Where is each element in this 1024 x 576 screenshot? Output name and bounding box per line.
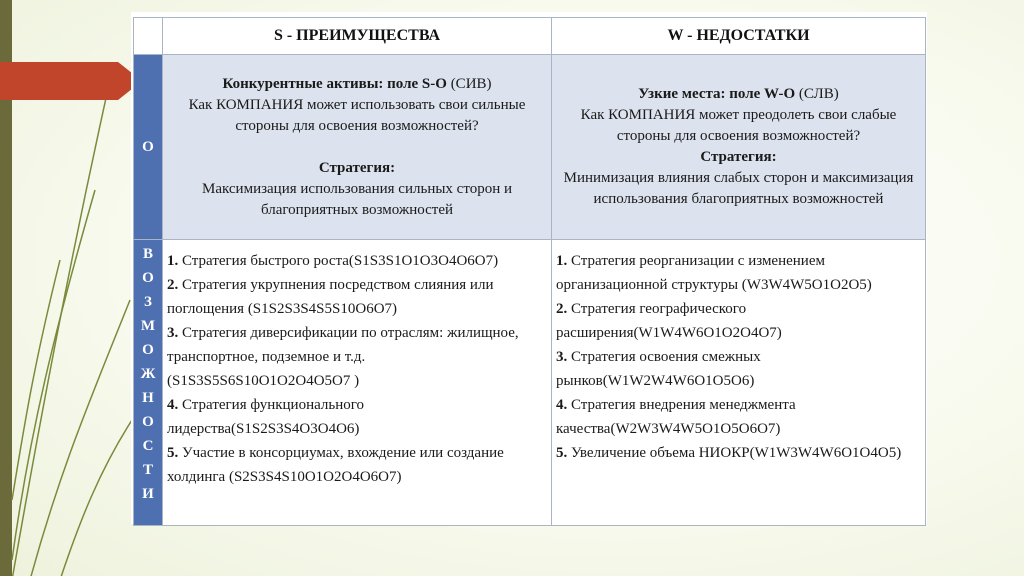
strengths-header: S - ПРЕИМУЩЕСТВА: [163, 18, 552, 55]
swot-matrix-table: [133, 17, 926, 526]
s-strategy-item: [167, 441, 547, 489]
w-strategy-item: [556, 249, 921, 297]
vertical-label-letter: З: [144, 294, 152, 310]
vertical-label-letter: В: [142, 246, 153, 262]
so-question: Как КОМПАНИЯ может использовать свои сильные стороны для освоения возможностей?: [188, 96, 526, 134]
item-text: Участие в консорциумах, вхождение или создание холдинга (S2S3S4S10O1O2O4O6O7): [167, 445, 504, 485]
item-number: 1.: [556, 253, 568, 269]
possibilities-row: [134, 240, 926, 526]
weaknesses-header: W - НЕДОСТАТКИ: [552, 18, 926, 55]
swot-table-container: [131, 12, 927, 524]
item-number: 4.: [556, 397, 568, 413]
vertical-label-letter: М: [140, 318, 156, 334]
w-strategy-item: [556, 345, 921, 393]
wo-question: Как КОМПАНИЯ может преодолеть свои слабые стороны для освоения возможностей?: [580, 107, 897, 144]
vertical-label-letter: О: [142, 414, 154, 430]
so-strategy-label: Стратегия:: [318, 159, 396, 176]
w-strategy-item: [556, 297, 921, 345]
s-strategy-item: [167, 249, 547, 273]
item-text: Стратегия диверсификации по отраслям: жилищное, транспортное, подземное и т.д.(S1S3S5S6S10O1O2O4O5O7 ): [167, 325, 519, 389]
corner-cell: [134, 18, 163, 55]
opportunities-row-label: О: [134, 55, 163, 240]
item-number: 3.: [167, 325, 179, 341]
so-title: Конкурентные активы: поле S-O: [222, 75, 447, 92]
wo-strategy-label: Стратегия:: [700, 149, 777, 165]
item-number: 5.: [167, 445, 179, 461]
vertical-label-letter: О: [142, 342, 154, 358]
s-strategy-item: [167, 393, 547, 441]
item-text: Стратегия реорганизации с изменением организационной структуры (W3W4W5O1O2O5): [556, 253, 872, 293]
item-number: 2.: [556, 301, 568, 317]
vertical-label-letter: О: [142, 270, 154, 286]
vertical-label-letter: С: [142, 438, 154, 454]
s-strategy-item: [167, 273, 547, 321]
so-title-code: (СИВ): [446, 75, 492, 92]
wo-title-code: (СЛВ): [795, 86, 839, 102]
wo-strategy-text: Минимизация влияния слабых сторон и максимизация использования благоприятных возможностей: [563, 170, 914, 207]
item-text: Стратегия укрупнения посредством слияния или поглощения (S1S2S3S4S5S10O6O7): [167, 277, 494, 317]
wo-title: Узкие места: поле W-O: [638, 86, 796, 102]
wo-field-cell: [552, 55, 926, 240]
header-row: [134, 18, 926, 55]
item-text: Стратегия освоения смежных рынков(W1W2W4W6O1O5O6): [556, 349, 761, 389]
w-strategies-cell: [552, 240, 926, 526]
item-text: Стратегия географического расширения(W1W4W6O1O2O4O7): [556, 301, 782, 341]
so-field-cell: [163, 55, 552, 240]
item-text: Стратегия быстрого роста(S1S3S1O1O3O4O6O7): [178, 253, 499, 269]
item-number: 4.: [167, 397, 179, 413]
opportunities-row: [134, 55, 926, 240]
item-text: Увеличение объема НИОКР(W1W3W4W6O1O4O5): [567, 445, 902, 461]
w-strategy-item: [556, 441, 921, 465]
vertical-label-letter: Ж: [140, 366, 156, 382]
vertical-label-letter: Н: [142, 390, 154, 406]
so-strategy-text: Максимизация использования сильных сторон и благоприятных возможностей: [201, 180, 512, 218]
vertical-label-letter: И: [142, 486, 154, 502]
item-number: 3.: [556, 349, 568, 365]
item-text: Стратегия функционального лидерства(S1S2S3S4O3O4O6): [167, 397, 365, 437]
possibilities-row-label: [134, 240, 163, 526]
s-strategy-item: [167, 321, 547, 393]
item-number: 5.: [556, 445, 568, 461]
item-number: 2.: [167, 277, 179, 293]
s-strategies-cell: [163, 240, 552, 526]
vertical-label-letter: Т: [142, 462, 153, 478]
w-strategy-item: [556, 393, 921, 441]
item-text: Стратегия внедрения менеджмента качества(W2W3W4W5O1O5O6O7): [556, 397, 796, 437]
red-arrow-marker: [0, 62, 142, 100]
item-number: 1.: [167, 253, 179, 269]
